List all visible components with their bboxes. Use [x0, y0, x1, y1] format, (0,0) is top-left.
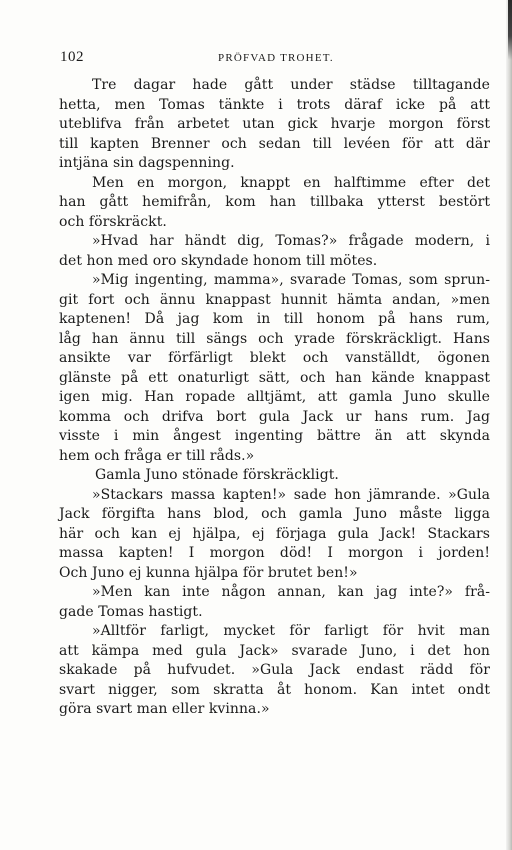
- text-line: skakade på hufvudet. »Gula Jack endast rädd för: [59, 662, 490, 678]
- text-line: visste i min ångest ingenting bättre än att skynda: [59, 428, 490, 444]
- text-line: svart nigger, som skratta åt honom. Kan intet ondt: [59, 681, 490, 698]
- text-line: »Mig ingenting, mamma», svarade Tomas, som sprun-: [92, 272, 490, 288]
- text-line: Gamla Juno stönade förskräckligt.: [95, 467, 339, 483]
- text-line: »Stackars massa kapten!» sade hon jämrande. »Gula: [92, 486, 490, 503]
- page-header: [60, 49, 490, 69]
- text-line: git fort och ännu knappast hunnit hämta andan, »men: [59, 291, 490, 308]
- running-head: PRÖFVAD TROHET.: [218, 52, 334, 64]
- text-line: Tre dagar hade gått under städse tilltagande: [92, 77, 490, 93]
- text-line: Men en morgon, knappt en halftimme efter det: [92, 174, 490, 191]
- body-text: [59, 76, 490, 720]
- text-line: han gått hemifrån, kom han tillbaka ytterst bestört: [59, 194, 490, 210]
- text-line: »Alltför farligt, mycket för farligt för hvit man: [92, 623, 490, 639]
- page-number: 102: [60, 49, 84, 65]
- text-line: Jack förgifta hans blod, och gamla Juno måste ligga: [59, 506, 490, 522]
- text-line: hem och fråga er till råds.»: [59, 447, 255, 464]
- text-line: till kapten Brenner och sedan till levéen för att där: [59, 135, 490, 152]
- page-edge-shadow: [508, 0, 512, 60]
- text-line: intjäna sin dagspenning.: [59, 155, 235, 171]
- text-line: här och kan ej hjälpa, ej förjaga gula Jack! Stackars: [59, 525, 490, 542]
- text-line: uteblifva från arbetet utan gick hvarje morgon först: [59, 116, 490, 132]
- text-line: komma och drifva bort gula Jack ur hans rum. Jag: [59, 408, 490, 425]
- text-line: kaptenen! Då jag kom in till honom på hans rum,: [59, 311, 490, 327]
- text-line: hetta, men Tomas tänkte i trots däraf icke på att: [59, 96, 490, 113]
- text-line: att kämpa med gula Jack» svarade Juno, i det hon: [59, 642, 490, 659]
- text-line: och förskräckt.: [59, 213, 167, 230]
- text-line: glänste på ett onaturligt sätt, och han kände knappast: [59, 369, 490, 386]
- text-line: göra svart man eller kvinna.»: [59, 701, 270, 717]
- text-line: igen mig. Han ropade alltjämt, att gamla Juno skulle: [59, 389, 490, 405]
- text-line: låg han ännu till sängs och yrade förskräckligt. Hans: [59, 330, 490, 347]
- text-line: massa kapten! I morgon död! I morgon i jorden!: [59, 545, 490, 561]
- text-line: det hon med oro skyndade honom till mötes.: [59, 252, 378, 269]
- page-edge: [506, 0, 512, 850]
- text-line: »Men kan inte någon annan, kan jag inte?» frå-: [92, 584, 490, 600]
- text-line: gade Tomas hastigt.: [59, 603, 203, 620]
- text-line: Och Juno ej kunna hjälpa för brutet ben!»: [59, 564, 358, 581]
- text-line: ansikte var förfärligt blekt och vanställdt, ögonen: [59, 350, 490, 366]
- text-line: »Hvad har händt dig, Tomas?» frågade modern, i: [92, 233, 490, 249]
